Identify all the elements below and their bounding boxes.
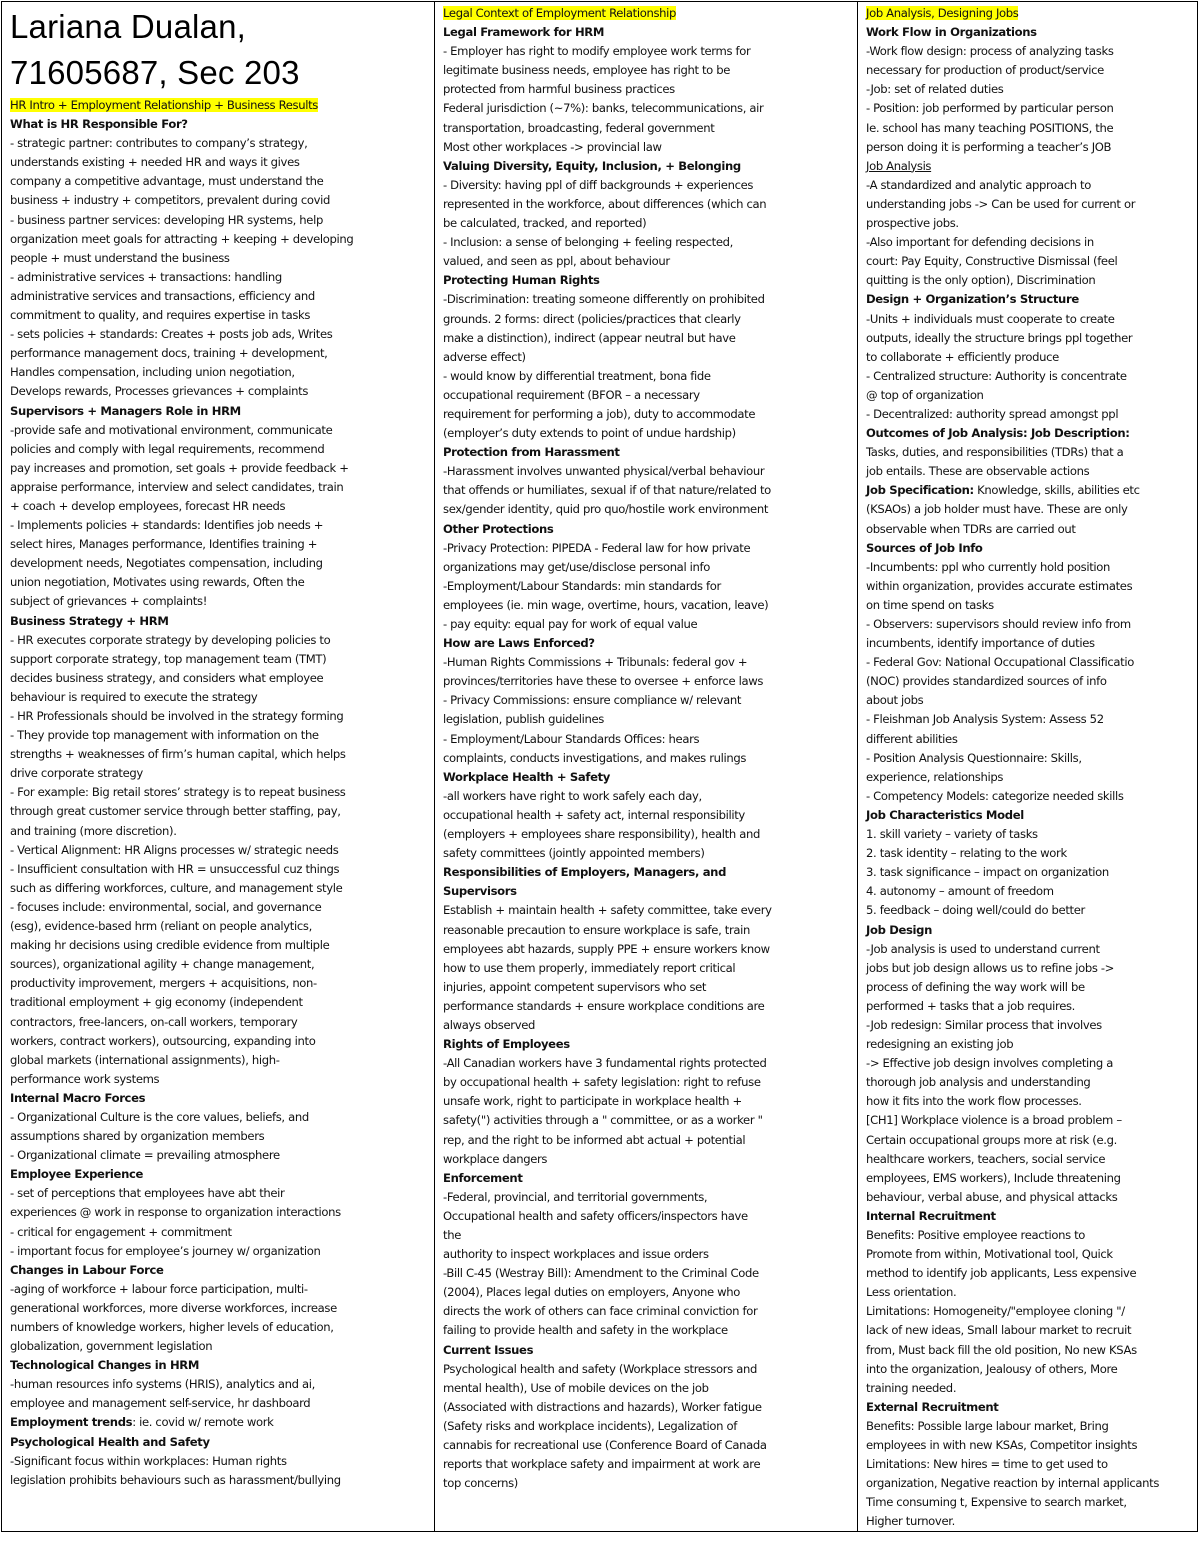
note-line: -Employment/Labour Standards: min standards for	[443, 578, 721, 593]
note-line: sex/gender identity, quid pro quo/hostile work environment	[443, 502, 769, 517]
note-line: - Vertical Alignment: HR Aligns processes w/ strategic needs	[10, 842, 339, 857]
note-line: by occupational health + safety legislation: right to refuse	[443, 1075, 761, 1090]
note-line: about jobs	[866, 693, 924, 708]
note-line: performance standards + ensure workplace conditions are	[443, 998, 765, 1013]
note-line: cannabis for recreational use (Conference Board of Canada	[443, 1438, 767, 1453]
note-line: (esg), evidence-based hrm (reliant on people analytics,	[10, 919, 312, 934]
note-line: safety committees (jointly appointed members)	[443, 846, 705, 861]
highlighted-heading-text: Legal Context of Employment Relationship	[443, 6, 677, 20]
note-line: job entails. These are observable actions	[866, 464, 1090, 479]
note-line: -Bill C-45 (Westray Bill): Amendment to the Criminal Code	[443, 1266, 759, 1281]
note-line: - Position Analysis Questionnaire: Skills,	[866, 750, 1082, 765]
note-line: (employers + employees share responsibility), health and	[443, 827, 760, 842]
note-line: people + must understand the business	[10, 250, 230, 265]
note-line: into the organization, Jealousy of others, More	[866, 1361, 1118, 1376]
subheading: Employee Experience	[10, 1167, 144, 1182]
note-line: to collaborate + efficiently produce	[866, 349, 1059, 364]
note-line: + coach + develop employees, forecast HR needs	[10, 498, 286, 513]
note-line: unsafe work, right to participate in workplace health +	[443, 1094, 742, 1109]
note-line: -Human Rights Commissions + Tribunals: federal gov +	[443, 655, 748, 670]
highlighted-heading-text: HR Intro + Employment Relationship + Business Results	[10, 98, 318, 112]
note-line: reports that workplace safety and impairment at work are	[443, 1457, 761, 1472]
note-line: -A standardized and analytic approach to	[866, 177, 1091, 192]
note-line: Limitations: Homogeneity/"employee cloning "/	[866, 1304, 1125, 1319]
note-line: - Centralized structure: Authority is concentrate	[866, 368, 1127, 383]
column-1-notes	[10, 96, 426, 1490]
document-title	[10, 4, 426, 96]
note-line: pay increases and promotion, set goals + provide feedback +	[10, 460, 349, 475]
note-line: performance management docs, training + development,	[10, 346, 328, 361]
note-line: assumptions shared by organization members	[10, 1129, 265, 1144]
note-line: appraise performance, interview and select candidates, train	[10, 479, 344, 494]
note-line: prospective jobs.	[866, 216, 959, 231]
note-line: training needed.	[866, 1380, 957, 1395]
note-line: -all workers have right to work safely each day,	[443, 788, 702, 803]
subheading: Protecting Human Rights	[443, 273, 600, 288]
note-line: how it fits into the work flow processes.	[866, 1094, 1082, 1109]
note-line: such as differing workforces, culture, and management style	[10, 880, 343, 895]
note-line: 1. skill variety – variety of tasks	[866, 827, 1038, 842]
note-line: 5. feedback – doing well/could do better	[866, 903, 1085, 918]
note-line: - Observers: supervisors should review info from	[866, 617, 1131, 631]
note-line: -Harassment involves unwanted physical/verbal behaviour	[443, 464, 765, 479]
note-line: drive corporate strategy	[10, 766, 143, 781]
note-line: employees (ie. min wage, overtime, hours, vacation, leave)	[443, 597, 769, 612]
note-line: - Implements policies + standards: Identifies job needs +	[10, 518, 324, 533]
note-line: select hires, Manages performance, Identifies training +	[10, 537, 318, 552]
subheading: Protection from Harassment	[443, 445, 620, 460]
subheading: Current Issues	[443, 1342, 534, 1357]
note-line: represented in the workforce, about differences (which can	[443, 196, 767, 211]
note-line: top concerns)	[443, 1476, 518, 1491]
note-line: subject of grievances + complaints!	[10, 594, 207, 609]
note-line: Establish + maintain health + safety committee, take every	[443, 903, 772, 918]
note-line: behaviour, verbal abuse, and physical attacks	[866, 1189, 1118, 1204]
note-line: - Organizational Culture is the core values, beliefs, and	[10, 1109, 309, 1124]
note-line: -human resources info systems (HRIS), analytics and ai,	[10, 1377, 315, 1392]
note-line: - They provide top management with information on the	[10, 728, 319, 743]
subheading: Job Characteristics Model	[866, 807, 1024, 822]
note-line: healthcare workers, teachers, social service	[866, 1151, 1106, 1166]
note-line: court: Pay Equity, Constructive Dismissal (feel	[866, 254, 1118, 269]
note-line: occupational requirement (BFOR – a necessary	[443, 387, 700, 402]
note-line: grounds. 2 forms: direct (policies/practices that clearly	[443, 311, 741, 326]
note-line: incumbents, identify importance of duties	[866, 636, 1095, 651]
note-line: Ie. school has many teaching POSITIONS, the	[866, 120, 1114, 135]
note-line: - Privacy Commissions: ensure compliance w/ relevant	[443, 693, 742, 708]
note-line: - critical for engagement + commitment	[10, 1224, 232, 1239]
note-line: authority to inspect workplaces and issue orders	[443, 1247, 709, 1262]
note-line: commitment to quality, and requires expertise in tasks	[10, 308, 311, 323]
subheading: Design + Organization’s Structure	[866, 292, 1079, 307]
note-line: redesigning an existing job	[866, 1037, 1014, 1052]
note-line: process of defining the way work will be	[866, 979, 1085, 994]
note-line: support corporate strategy, top management team (TMT)	[10, 651, 327, 666]
column-1	[2, 2, 435, 1531]
note-line: development needs, Negotiates compensation, including	[10, 556, 323, 571]
note-line: organization, Negative reaction by internal applicants	[866, 1476, 1160, 1491]
note-line: traditional employment + gig economy (independent	[10, 995, 303, 1010]
notes-sheet	[1, 1, 1198, 1532]
note-line: - For example: Big retail stores’ strategy is to repeat business	[10, 785, 346, 800]
note-line: - Position: job performed by particular person	[866, 101, 1114, 116]
note-line: (NOC) provides standardized sources of info	[866, 674, 1107, 689]
note-line: protected from harmful business practices	[443, 82, 675, 97]
section-heading	[443, 4, 849, 23]
subheading: Internal Macro Forces	[10, 1090, 146, 1105]
note-line: Develops rewards, Processes grievances + complaints	[10, 384, 309, 399]
subheading: Responsibilities of Employers, Managers, and	[443, 865, 727, 880]
note-line: numbers of knowledge workers, higher levels of education,	[10, 1320, 334, 1334]
note-line: how to use them properly, immediately report critical	[443, 960, 736, 975]
note-line: make a distinction), indirect (appear neutral but have	[443, 330, 736, 345]
note-line: -Significant focus within workplaces: Human rights	[10, 1453, 287, 1468]
note-line: - pay equity: equal pay for work of equal value	[443, 617, 698, 631]
note-line: making hr decisions using credible evidence from multiple	[10, 938, 330, 953]
note-line: adverse effect)	[443, 349, 526, 364]
title-line-id-section: 71605687, Sec 203	[10, 54, 300, 91]
note-line: (KSAOs) a job holder must have. These are only	[866, 502, 1128, 517]
subheading: How are Laws Enforced?	[443, 636, 595, 651]
note-line: necessary for production of product/service	[866, 63, 1104, 78]
note-line: -Job: set of related duties	[866, 82, 1004, 97]
note-line: on time spend on tasks	[866, 597, 994, 612]
subheading: Legal Framework for HRM	[443, 25, 605, 40]
subheading: Other Protections	[443, 521, 554, 536]
subheading: Enforcement	[443, 1170, 523, 1185]
note-line: complaints, conducts investigations, and makes rulings	[443, 750, 747, 765]
note-line: Tasks, duties, and responsibilities (TDRs) that a	[866, 445, 1124, 460]
subheading: Outcomes of Job Analysis: Job Description:	[866, 426, 1130, 441]
note-line: always observed	[443, 1017, 535, 1032]
note-line: legitimate business needs, employee has right to be	[443, 63, 731, 78]
note-line: legislation, publish guidelines	[443, 712, 604, 727]
note-line: -Units + individuals must cooperate to create	[866, 311, 1115, 326]
note-line	[866, 481, 1197, 500]
note-line: -All Canadian workers have 3 fundamental rights protected	[443, 1056, 767, 1071]
note-line: lack of new ideas, Small labour market to recruit	[866, 1323, 1132, 1338]
column-2-notes	[443, 4, 849, 1493]
note-line: -Job redesign: Similar process that involves	[866, 1017, 1102, 1032]
subheading: Workplace Health + Safety	[443, 769, 611, 784]
note-line: -Work flow design: process of analyzing tasks	[866, 44, 1114, 59]
inline-definition: Knowledge, skills, abilities etc	[973, 483, 1140, 498]
note-line: union negotiation, Motivates using rewards, Often the	[10, 575, 305, 590]
note-line: -aging of workforce + labour force participation, multi-	[10, 1281, 308, 1296]
note-line: - Employment/Labour Standards Offices: hears	[443, 731, 700, 746]
note-line: - Competency Models: categorize needed skills	[866, 788, 1124, 803]
note-line: organizations may get/use/disclose personal info	[443, 559, 710, 574]
subheading: What is HR Responsible For?	[10, 117, 188, 132]
note-line: -provide safe and motivational environment, communicate	[10, 422, 333, 437]
note-line: -Job analysis is used to understand current	[866, 941, 1100, 956]
note-line: - HR Professionals should be involved in the strategy forming	[10, 709, 344, 723]
note-line: be calculated, tracked, and reported)	[443, 216, 647, 231]
note-line: globalization, government legislation	[10, 1339, 213, 1354]
highlighted-heading-text: Job Analysis, Designing Jobs	[866, 6, 1019, 20]
subheading: External Recruitment	[866, 1399, 999, 1414]
note-line: Most other workplaces -> provincial law	[443, 139, 662, 154]
column-3	[858, 2, 1197, 1531]
note-line: injuries, appoint competent supervisors who set	[443, 979, 707, 994]
note-line: Promote from within, Motivational tool, Quick	[866, 1247, 1113, 1262]
note-line: Less orientation.	[866, 1285, 957, 1300]
subheading: Work Flow in Organizations	[866, 25, 1037, 40]
note-line: the	[443, 1228, 461, 1242]
inline-term: Employment trends	[10, 1415, 133, 1430]
note-line: (2004), Places legal duties on employers, Anyone who	[443, 1285, 741, 1300]
subheading: Valuing Diversity, Equity, Inclusion, + Belonging	[443, 158, 741, 173]
note-line: employees, EMS workers), Include threatening	[866, 1170, 1121, 1185]
note-line: legislation prohibits behaviours such as harassment/bullying	[10, 1472, 341, 1487]
note-line: 4. autonomy – amount of freedom	[866, 884, 1054, 899]
note-line: administrative services and transactions, efficiency and	[10, 288, 315, 303]
note-line: experience, relationships	[866, 769, 1004, 784]
note-line: quitting is the only option), Discrimination	[866, 273, 1096, 288]
note-line: - Inclusion: a sense of belonging + feeling respected,	[443, 235, 733, 250]
subheading: Rights of Employees	[443, 1037, 570, 1052]
note-line: strengths + weaknesses of firm’s human capital, which helps	[10, 747, 346, 762]
note-line: performed + tasks that a job requires.	[866, 998, 1076, 1013]
note-line: decides business strategy, and considers what employee	[10, 670, 324, 685]
note-line: 2. task identity – relating to the work	[866, 846, 1067, 861]
note-line: jobs but job design allows us to refine jobs ->	[866, 960, 1115, 975]
note-line: Certain occupational groups more at risk (e.g.	[866, 1132, 1117, 1147]
note-line: requirement for performing a job), duty to accommodate	[443, 406, 756, 421]
note-line: experiences @ work in response to organization interactions	[10, 1205, 341, 1220]
note-line: -Also important for defending decisions in	[866, 235, 1094, 250]
note-line: (Safety risks and workplace incidents), Legalization of	[443, 1418, 737, 1433]
subheading: Supervisors + Managers Role in HRM	[10, 403, 241, 418]
note-line: person doing it is performing a teacher’s JOB	[866, 139, 1112, 154]
note-line: company a competitive advantage, must understand the	[10, 174, 324, 189]
note-line: employees in with new KSAs, Competitor insights	[866, 1438, 1138, 1453]
note-line: Handles compensation, including union negotiation,	[10, 365, 295, 380]
column-3-notes	[866, 4, 1197, 1531]
note-line: workplace dangers	[443, 1151, 548, 1166]
note-line: thorough job analysis and understanding	[866, 1075, 1091, 1090]
note-line: valued, and seen as ppl, about behaviour	[443, 254, 670, 269]
note-line: observable when TDRs are carried out	[866, 521, 1076, 536]
subheading: Psychological Health and Safety	[10, 1434, 210, 1449]
note-line: reasonable precaution to ensure workplace is safe, train	[443, 922, 750, 937]
note-line: - set of perceptions that employees have abt their	[10, 1186, 285, 1201]
note-line: and training (more discretion).	[10, 823, 177, 838]
note-line: - strategic partner: contributes to company’s strategy,	[10, 136, 308, 151]
note-line: - HR executes corporate strategy by developing policies to	[10, 632, 331, 647]
note-line: business + industry + competitors, prevalent during covid	[10, 193, 330, 208]
note-line: generational workforces, more diverse workforces, increase	[10, 1300, 337, 1315]
subheading: Changes in Labour Force	[10, 1262, 164, 1277]
note-line: performance work systems	[10, 1071, 160, 1086]
subheading: Job Design	[866, 922, 933, 937]
note-line: productivity improvement, mergers + acquisitions, non-	[10, 976, 317, 991]
note-line: understanding jobs -> Can be used for current or	[866, 196, 1136, 211]
subheading: Sources of Job Info	[866, 540, 983, 555]
note-line: (employer’s duty extends to point of undue hardship)	[443, 426, 736, 441]
note-line: Benefits: Positive employee reactions to	[866, 1228, 1086, 1242]
note-line: workers, contract workers), outsourcing, expanding into	[10, 1033, 316, 1048]
note-line: [CH1] Workplace violence is a broad problem –	[866, 1113, 1122, 1128]
note-line: - Decentralized: authority spread amongst ppl	[866, 406, 1119, 421]
note-line: -Incumbents: ppl who currently hold position	[866, 559, 1111, 574]
note-line: rep, and the right to be informed abt actual + potential	[443, 1132, 746, 1147]
note-line: (Associated with distractions and hazards), Worker fatigue	[443, 1399, 762, 1414]
note-line: - Fleishman Job Analysis System: Assess 52	[866, 712, 1104, 727]
note-line: understands existing + needed HR and ways it gives	[10, 155, 300, 170]
note-line: employees abt hazards, supply PPE + ensure workers know	[443, 941, 770, 956]
note-line: - Organizational climate = prevailing atmosphere	[10, 1148, 280, 1163]
note-line: -> Effective job design involves completing a	[866, 1056, 1113, 1071]
note-line: - Federal Gov: National Occupational Classificatio	[866, 655, 1134, 670]
note-line: behaviour is required to execute the strategy	[10, 689, 258, 704]
note-line: - focuses include: environmental, social, and governance	[10, 899, 322, 914]
subheading: Business Strategy + HRM	[10, 613, 169, 628]
note-line: policies and comply with legal requirements, recommend	[10, 441, 325, 456]
note-line: from, Must back fill the old position, No new KSAs	[866, 1342, 1137, 1357]
note-line: within organization, provides accurate estimates	[866, 578, 1133, 593]
note-line: Limitations: New hires = time to get used to	[866, 1457, 1108, 1472]
note-line: Occupational health and safety officers/inspectors have	[443, 1208, 748, 1223]
note-line: - sets policies + standards: Creates + posts job ads, Writes	[10, 327, 333, 342]
subheading: Technological Changes in HRM	[10, 1358, 200, 1373]
note-line: occupational health + safety act, internal responsibility	[443, 807, 745, 822]
note-line: - Employer has right to modify employee work terms for	[443, 44, 751, 59]
note-line: @ top of organization	[866, 387, 984, 402]
note-line: directs the work of others can face criminal conviction for	[443, 1304, 758, 1319]
title-line-name: Lariana Dualan,	[10, 8, 246, 45]
note-line: -Federal, provincial, and territorial governments,	[443, 1189, 708, 1204]
note-line: contractors, free-lancers, on-call workers, temporary	[10, 1014, 298, 1029]
note-line: outputs, ideally the structure brings ppl together	[866, 330, 1133, 345]
note-line: - would know by differential treatment, bona fide	[443, 368, 711, 383]
note-line: method to identify job applicants, Less expensive	[866, 1266, 1137, 1281]
note-line: - business partner services: developing HR systems, help	[10, 212, 323, 227]
note-line: through great customer service through better staffing, pay,	[10, 804, 341, 819]
note-line: that offends or humiliates, sexual if of that nature/related to	[443, 483, 771, 498]
note-line: organization meet goals for attracting + keeping + developing	[10, 231, 354, 246]
note-line: Time consuming t, Expensive to search market,	[866, 1495, 1127, 1510]
note-line: transportation, broadcasting, federal government	[443, 120, 715, 135]
note-line: safety(") activities through a " committee, or as a worker "	[443, 1113, 763, 1128]
note-line	[10, 1413, 426, 1432]
section-heading	[866, 4, 1197, 23]
note-line: - administrative services + transactions: handling	[10, 269, 282, 284]
column-2	[435, 2, 858, 1531]
note-line: global markets (international assignments), high-	[10, 1052, 280, 1067]
note-line: 3. task significance – impact on organization	[866, 865, 1109, 880]
note-line: Federal jurisdiction (~7%): banks, telecommunications, air	[443, 101, 764, 116]
inline-term: Job Specification:	[866, 483, 974, 498]
subheading: Supervisors	[443, 884, 517, 899]
note-line: sources), organizational agility + change management,	[10, 957, 315, 972]
note-line: Benefits: Possible large labour market, Bring	[866, 1418, 1109, 1433]
note-line: different abilities	[866, 731, 958, 746]
subheading-underlined: Job Analysis	[866, 158, 932, 173]
section-heading	[10, 96, 426, 115]
subheading: Internal Recruitment	[866, 1208, 996, 1223]
note-line: - Diversity: having ppl of diff backgrounds + experiences	[443, 177, 754, 192]
note-line: provinces/territories have these to oversee + enforce laws	[443, 674, 764, 689]
note-line: failing to provide health and safety in the workplace	[443, 1323, 728, 1338]
note-line: -Privacy Protection: PIPEDA - Federal law for how private	[443, 540, 751, 555]
note-line: employee and management self-service, hr dashboard	[10, 1396, 311, 1411]
note-line: -Discrimination: treating someone differently on prohibited	[443, 292, 765, 307]
note-line: - Insufficient consultation with HR = unsuccessful cuz things	[10, 861, 340, 876]
inline-definition: : ie. covid w/ remote work	[132, 1415, 274, 1430]
note-line: Psychological health and safety (Workplace stressors and	[443, 1361, 757, 1376]
note-line: Higher turnover.	[866, 1514, 955, 1529]
note-line: mental health), Use of mobile devices on the job	[443, 1380, 709, 1395]
note-line: - important focus for employee’s journey w/ organization	[10, 1243, 321, 1258]
